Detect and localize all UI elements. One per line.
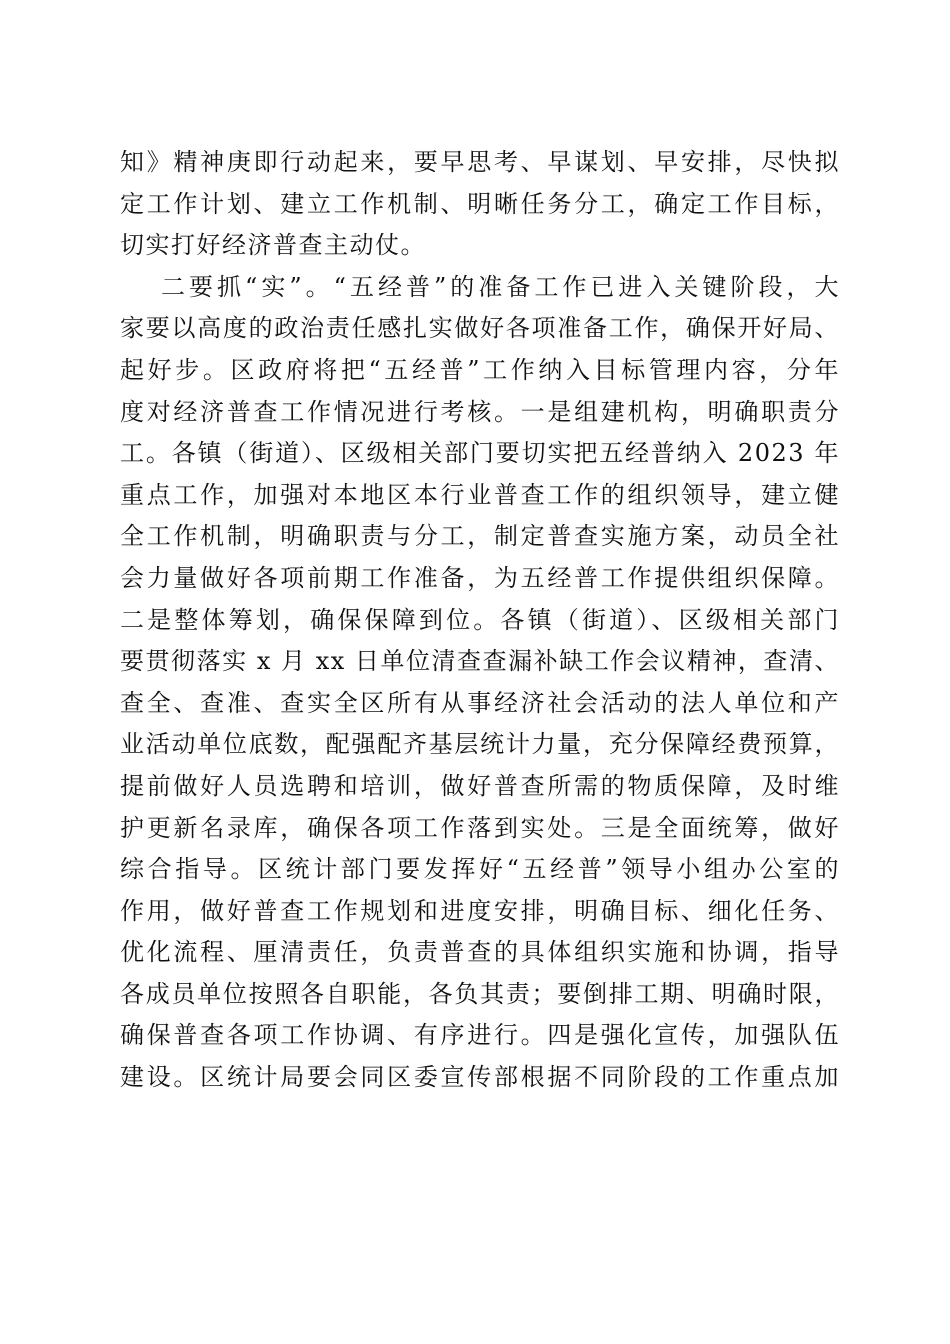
text-line: 综合指导。区统计部门要发挥好“五经普”领导小组办公室的 — [120, 855, 840, 884]
text-line: 业活动单位底数，配强配齐基层统计力量，充分保障经费预算， — [120, 730, 840, 759]
text-line: 建设。区统计局要会同区委宣传部根据不同阶段的工作重点加 — [120, 1063, 840, 1092]
body-text — [120, 142, 840, 1099]
text-line: 会力量做好各项前期工作准备，为五经普工作提供组织保障。 — [120, 563, 840, 592]
text-line: 全工作机制，明确职责与分工，制定普查实施方案，动员全社 — [120, 522, 840, 551]
text-line: 提前做好人员选聘和培训，做好普查所需的物质保障，及时维 — [120, 771, 840, 800]
text-line: 重点工作，加强对本地区本行业普查工作的组织领导，建立健 — [120, 480, 840, 509]
text-line: 二是整体筹划，确保保障到位。各镇（街道）、区级相关部门 — [120, 605, 840, 634]
text-line: 优化流程、厘清责任，负责普查的具体组织实施和协调，指导 — [120, 938, 840, 967]
text-line: 查全、查准、查实全区所有从事经济社会活动的法人单位和产 — [120, 688, 840, 717]
text-line: 确保普查各项工作协调、有序进行。四是强化宣传，加强队伍 — [120, 1021, 840, 1050]
paragraph-start-line: 二要抓“实”。“五经普”的准备工作已进入关键阶段，大 — [161, 272, 840, 301]
text-line: 作用，做好普查工作规划和进度安排，明确目标、细化任务、 — [120, 896, 840, 925]
text-line: 度对经济普查工作情况进行考核。一是组建机构，明确职责分 — [120, 397, 840, 426]
text-line: 知》精神庚即行动起来，要早思考、早谋划、早安排，尽快拟 — [120, 148, 840, 176]
text-line: 护更新名录库，确保各项工作落到实处。三是全面统筹，做好 — [120, 813, 840, 842]
text-line: 起好步。区政府将把“五经普”工作纳入目标管理内容，分年 — [120, 355, 840, 384]
text-line: 工。各镇（街道）、区级相关部门要切实把五经普纳入 2023 年 — [120, 439, 840, 468]
text-line: 定工作计划、建立工作机制、明晰任务分工，确定工作目标， — [120, 189, 840, 218]
text-line: 家要以高度的政治责任感扎实做好各项准备工作，确保开好局、 — [120, 314, 840, 343]
text-line: 各成员单位按照各自职能，各负其责；要倒排工期、明确时限， — [120, 979, 840, 1008]
text-line: 切实打好经济普查主动仗。 — [120, 231, 426, 260]
text-line: 要贯彻落实 x 月 xx 日单位清查查漏补缺工作会议精神，查清、 — [120, 647, 840, 676]
